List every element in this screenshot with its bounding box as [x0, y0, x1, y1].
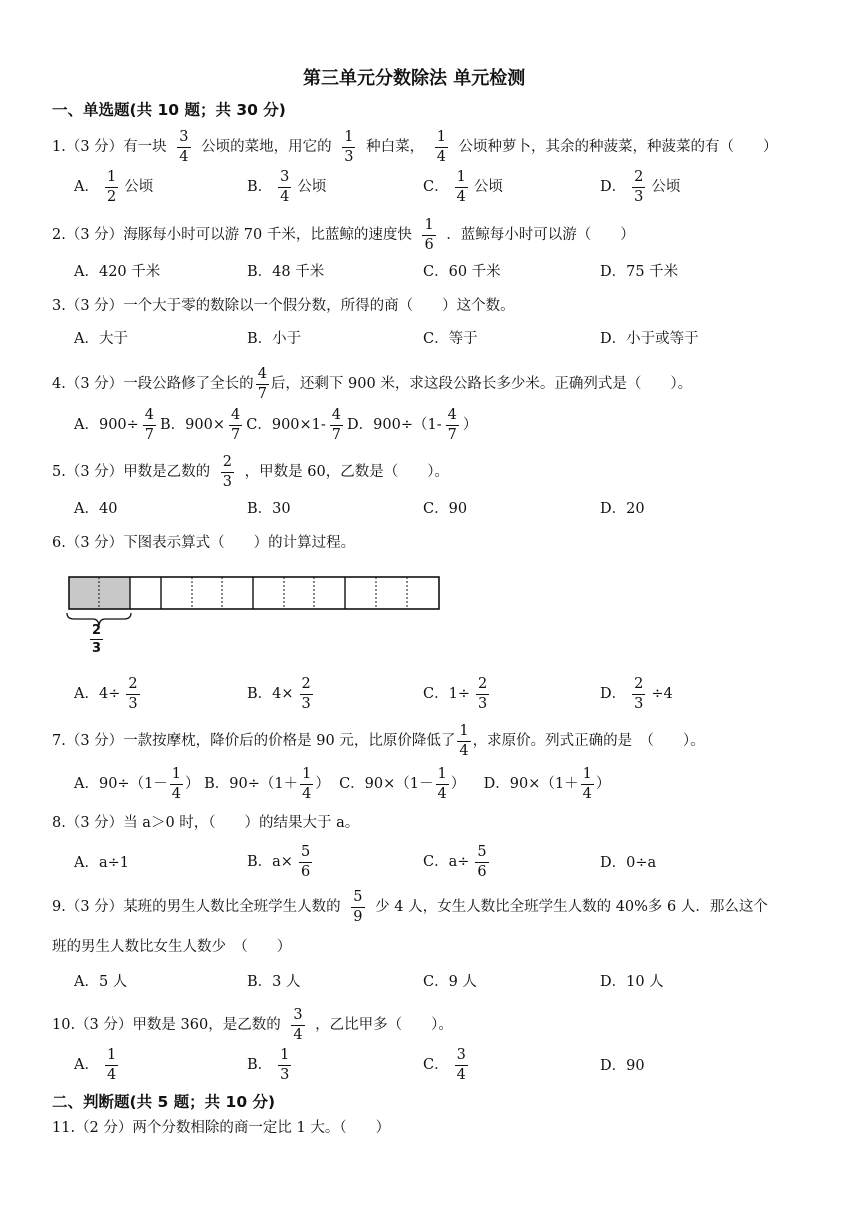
q10-option-d[interactable]: D．90: [600, 1058, 645, 1074]
fraction: $\frac{1}{4}$: [436, 129, 446, 165]
q6-option-c[interactable]: C．1÷ $\frac{2}{3}$: [423, 676, 488, 712]
q7-option-b: B．90÷（1＋: [204, 776, 299, 792]
page-title: 第三单元分数除法 单元检测: [303, 68, 526, 89]
question-10: 10.（3 分）甲数是 360，是乙数的 $\frac{3}{4}$ ，乙比甲多（ ）。: [52, 1007, 453, 1043]
q10-option-c[interactable]: C． $\frac{3}{4}$: [423, 1047, 466, 1083]
q10-option-b[interactable]: B． $\frac{1}{3}$: [247, 1047, 290, 1083]
q2-option-d[interactable]: D．75 千米: [600, 264, 679, 280]
q9-option-c[interactable]: C．9 人: [423, 974, 477, 990]
q9-option-d[interactable]: D．10 人: [600, 974, 664, 990]
q1-option-d[interactable]: D． $\frac{2}{3}$ 公顷: [600, 169, 681, 205]
q4-option-c: C．900×1-: [246, 417, 326, 433]
q5-option-b[interactable]: B．30: [247, 501, 291, 517]
q1-option-c[interactable]: C． $\frac{1}{4}$ 公顷: [423, 169, 503, 205]
q2-option-b[interactable]: B．48 千米: [247, 264, 325, 280]
q7-option-d: D．90×（1＋: [483, 776, 579, 792]
bar-dividers: [130, 577, 345, 609]
q3-option-d[interactable]: D．小于或等于: [600, 331, 699, 347]
question-8: 8.（3 分）当 a＞0 时，（ ）的结果大于 a。: [52, 815, 360, 831]
fraction: $\frac{1}{3}$: [344, 129, 354, 165]
q5-option-a[interactable]: A．40: [74, 501, 118, 517]
q5-option-d[interactable]: D．20: [600, 501, 645, 517]
question-7: 7.（3 分）一款按摩枕，降价后的价格是 90 元，比原价降低了 $\frac{1}{4}$ ，求原价。列式正确的是 （ ）。: [52, 723, 705, 759]
q4-option-a: A．900÷: [74, 417, 139, 433]
question-5: 5.（3 分）甲数是乙数的 $\frac{2}{3}$ ，甲数是 60，乙数是（ ）。: [52, 454, 449, 490]
q6-option-a[interactable]: A．4÷ $\frac{2}{3}$: [74, 676, 138, 712]
q10-option-a[interactable]: A． $\frac{1}{4}$: [74, 1047, 117, 1083]
q9-option-a[interactable]: A．5 人: [74, 974, 128, 990]
q8-option-c[interactable]: C．a÷ $\frac{5}{6}$: [423, 844, 487, 880]
section-heading-true-false: 二、判断题(共 5 题；共 10 分): [52, 1093, 276, 1111]
q3-option-a[interactable]: A．大于: [74, 331, 128, 347]
q8-option-a[interactable]: A．a÷1: [74, 855, 129, 871]
fraction: $\frac{3}{4}$: [179, 129, 189, 165]
q3-option-c[interactable]: C．等于: [423, 331, 478, 347]
question-9-continued: 班的男生人数比女生人数少 （ ）: [52, 939, 292, 955]
q1-option-b[interactable]: B． $\frac{3}{4}$ 公顷: [247, 169, 327, 205]
question-1: 1.（3 分）有一块 $\frac{3}{4}$ 公顷的菜地，用它的 $\frac{1}{3}$ 种白菜， $\frac{1}{4}$ 公顷种萝卜，其余的种菠菜，种菠菜的有（ ）: [52, 129, 778, 165]
q1-option-a[interactable]: A． $\frac{1}{2}$ 公顷: [74, 169, 154, 205]
q4-option-b: B．900×: [160, 417, 226, 433]
question-6: 6.（3 分）下图表示算式（ ）的计算过程。: [52, 535, 356, 551]
q7-option-a: A．90÷（1－: [74, 776, 168, 792]
question-3: 3.（3 分）一个大于零的数除以一个假分数，所得的商（ ）这个数。: [52, 298, 515, 314]
q9-option-b[interactable]: B．3 人: [247, 974, 301, 990]
question-4: 4.（3 分）一段公路修了全长的 $\frac{4}{7}$ 后，还剩下 900 米，求这段公路长多少米。正确列式是（ ）。: [52, 366, 693, 402]
question-2: 2.（3 分）海豚每小时可以游 70 千米，比蓝鲸的速度快 $\frac{1}{6}$ ．蓝鲸每小时可以游（ ）: [52, 217, 635, 253]
q3-option-b[interactable]: B．小于: [247, 331, 302, 347]
q2-option-a[interactable]: A．420 千米: [74, 264, 161, 280]
brace-fraction-label: $\frac{2}{3}$: [92, 623, 102, 656]
q8-option-b[interactable]: B．a× $\frac{5}{6}$: [247, 844, 311, 880]
question-11: 11.（2 分）两个分数相除的商一定比 1 大。（ ）: [52, 1120, 391, 1136]
q2-option-c[interactable]: C．60 千米: [423, 264, 501, 280]
fraction-bar-diagram: [68, 576, 440, 610]
question-9: 9.（3 分）某班的男生人数比全班学生人数的 $\frac{5}{9}$ 少 4 人，女生人数比全班学生人数的 40%多 6 人．那么这个: [52, 889, 768, 925]
q6-option-b[interactable]: B．4× $\frac{2}{3}$: [247, 676, 311, 712]
q4-options[interactable]: A．900÷ $\frac{4}{7}$ B．900× $\frac{4}{7}$ C．900×1- $\frac{4}{7}$ D．900÷（1- $\frac{4}{7}$ ）: [74, 407, 478, 443]
q7-options[interactable]: A．90÷（1－ $\frac{1}{4}$ ） B．90÷（1＋ $\frac{1}{4}$ ） C．90×（1－ $\frac{1}{4}$ ） D．90×（1＋ $\frac{1}{4}$ ）: [74, 766, 611, 802]
q8-option-d[interactable]: D．0÷a: [600, 855, 657, 871]
q6-option-d[interactable]: D． $\frac{2}{3}$ ÷4: [600, 676, 673, 712]
section-heading-single-choice: 一、单选题(共 10 题；共 30 分): [52, 101, 286, 119]
q5-option-c[interactable]: C．90: [423, 501, 468, 517]
q4-option-d: D．900÷（1-: [347, 417, 442, 433]
q7-option-c: C．90×（1－: [339, 776, 434, 792]
